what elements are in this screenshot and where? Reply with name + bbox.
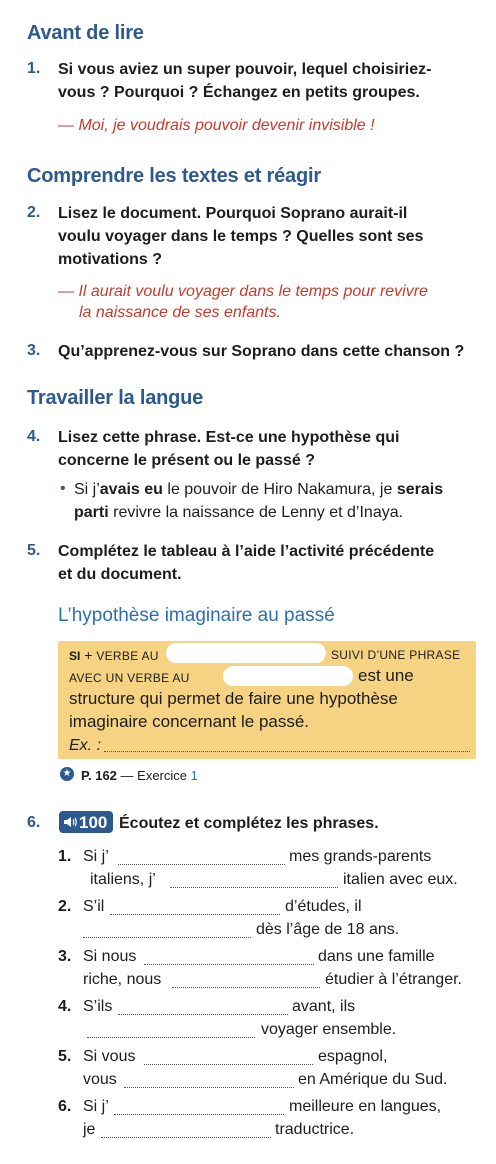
answer-blank[interactable] bbox=[110, 914, 280, 915]
example-sentence-line-1: Si j’avais eu le pouvoir de Hiro Nakamura, je serais bbox=[74, 481, 444, 498]
question-3-line-1: Qu’apprenez-vous sur Soprano dans cette chanson ? bbox=[58, 343, 465, 360]
exercise-text: S’ils bbox=[83, 998, 113, 1015]
audio-track-badge[interactable] bbox=[59, 811, 113, 833]
exercise-text: riche, nous bbox=[83, 971, 162, 988]
grammar-title: L’hypothèse imaginaire au passé bbox=[58, 605, 335, 626]
answer-blank[interactable] bbox=[83, 937, 251, 938]
exercise-text: Si j’ bbox=[83, 1098, 109, 1115]
audio-track-number: 100 bbox=[79, 813, 108, 832]
section-title-comprendre: Comprendre les textes et réagir bbox=[27, 165, 321, 187]
answer-blank[interactable] bbox=[87, 1037, 255, 1038]
grammar-blank-2[interactable] bbox=[223, 666, 353, 686]
exercise-text: Si nous bbox=[83, 948, 137, 965]
question-2-answer-line-1: — Il aurait voulu voyager dans le temps pour revivre bbox=[58, 283, 428, 300]
question-2-line-1: Lisez le document. Pourquoi Soprano aurait-il bbox=[58, 205, 408, 222]
example-sentence-line-2: parti revivre la naissance de Lenny et d’Inaya. bbox=[74, 504, 404, 521]
question-number: 5. bbox=[27, 542, 41, 559]
question-number: 3. bbox=[27, 342, 41, 359]
question-4-line-1: Lisez cette phrase. Est-ce une hypothèse qui bbox=[58, 429, 400, 446]
speaker-icon bbox=[63, 815, 77, 834]
exercise-text: vous bbox=[83, 1071, 117, 1088]
question-number: 2. bbox=[27, 204, 41, 221]
section-title-avant-de-lire: Avant de lire bbox=[27, 22, 144, 44]
question-5-line-1: Complétez le tableau à l’aide l’activité précédente bbox=[58, 543, 435, 560]
exercise-text: Si j’ bbox=[83, 848, 109, 865]
section-title-travailler: Travailler la langue bbox=[27, 387, 204, 409]
grammar-line-4: imaginaire concernant le passé. bbox=[69, 712, 310, 731]
exercise-text: je bbox=[83, 1121, 96, 1138]
answer-blank[interactable] bbox=[172, 987, 320, 988]
question-number: 4. bbox=[27, 428, 41, 445]
answer-blank[interactable] bbox=[101, 1137, 271, 1138]
exercise-text: traductrice. bbox=[275, 1121, 355, 1138]
answer-blank[interactable] bbox=[144, 1064, 313, 1065]
exercise-text: en Amérique du Sud. bbox=[298, 1071, 448, 1088]
exercise-text: mes grands-parents bbox=[289, 848, 432, 865]
grammar-example-blank[interactable] bbox=[104, 751, 470, 752]
exercise-number: 5. bbox=[58, 1048, 72, 1065]
question-2-answer-line-2: la naissance de ses enfants. bbox=[79, 304, 281, 321]
exercise-text: italiens, j’ bbox=[90, 871, 156, 888]
answer-blank[interactable] bbox=[118, 864, 285, 865]
bullet: • bbox=[60, 480, 66, 497]
grammar-line-3: structure qui permet de faire une hypothèse bbox=[69, 689, 398, 708]
exercise-number: 6. bbox=[58, 1098, 72, 1115]
question-1-line-1: Si vous aviez un super pouvoir, lequel choisiriez- bbox=[58, 61, 432, 78]
exercise-text: dans une famille bbox=[318, 948, 435, 965]
exercise-text: Si vous bbox=[83, 1048, 136, 1065]
exercise-text: meilleure en langues, bbox=[289, 1098, 442, 1115]
grammar-line-1-left: SI + VERBE AU bbox=[69, 647, 159, 663]
grammar-line-2-right: est une bbox=[358, 666, 414, 685]
exercise-text: voyager ensemble. bbox=[261, 1021, 397, 1038]
question-2-line-3: motivations ? bbox=[58, 251, 163, 268]
question-1-answer: — Moi, je voudrais pouvoir devenir invisible ! bbox=[58, 117, 375, 134]
answer-blank[interactable] bbox=[118, 1014, 288, 1015]
exercise-text: S’il bbox=[83, 898, 105, 915]
exercise-reference[interactable]: P. 162 — Exercice 1 bbox=[81, 768, 198, 783]
exercise-text: dès l’âge de 18 ans. bbox=[256, 921, 400, 938]
grammar-blank-1[interactable] bbox=[166, 643, 326, 663]
exercise-text: étudier à l’étranger. bbox=[325, 971, 462, 988]
exercise-text: avant, ils bbox=[292, 998, 356, 1015]
answer-blank[interactable] bbox=[144, 964, 314, 965]
exercise-number: 1. bbox=[58, 848, 72, 865]
grammar-line-2-left: AVEC UN VERBE AU bbox=[69, 671, 190, 685]
question-number: 1. bbox=[27, 60, 41, 77]
grammar-line-1-right: SUIVI D’UNE PHRASE bbox=[331, 648, 461, 662]
question-4-line-2: concerne le présent ou le passé ? bbox=[58, 452, 315, 469]
grammar-example-label: Ex. : bbox=[69, 737, 102, 754]
exercise-number: 2. bbox=[58, 898, 72, 915]
answer-blank[interactable] bbox=[124, 1087, 294, 1088]
exercise-number: 3. bbox=[58, 948, 72, 965]
exercise-text: d’études, il bbox=[285, 898, 362, 915]
exercise-number: 4. bbox=[58, 998, 72, 1015]
question-5-line-2: et du document. bbox=[58, 566, 182, 583]
star-icon: ★ bbox=[60, 767, 74, 781]
question-2-line-2: voulu voyager dans le temps ? Quelles sont ses bbox=[58, 228, 424, 245]
exercise-text: espagnol, bbox=[318, 1048, 388, 1065]
answer-blank[interactable] bbox=[170, 887, 338, 888]
question-number: 6. bbox=[27, 814, 41, 831]
exercise-text: italien avec eux. bbox=[343, 871, 458, 888]
question-6-instruction: Écoutez et complétez les phrases. bbox=[119, 815, 379, 832]
answer-blank[interactable] bbox=[114, 1114, 284, 1115]
question-1-line-2: vous ? Pourquoi ? Échangez en petits groupes. bbox=[58, 84, 420, 101]
